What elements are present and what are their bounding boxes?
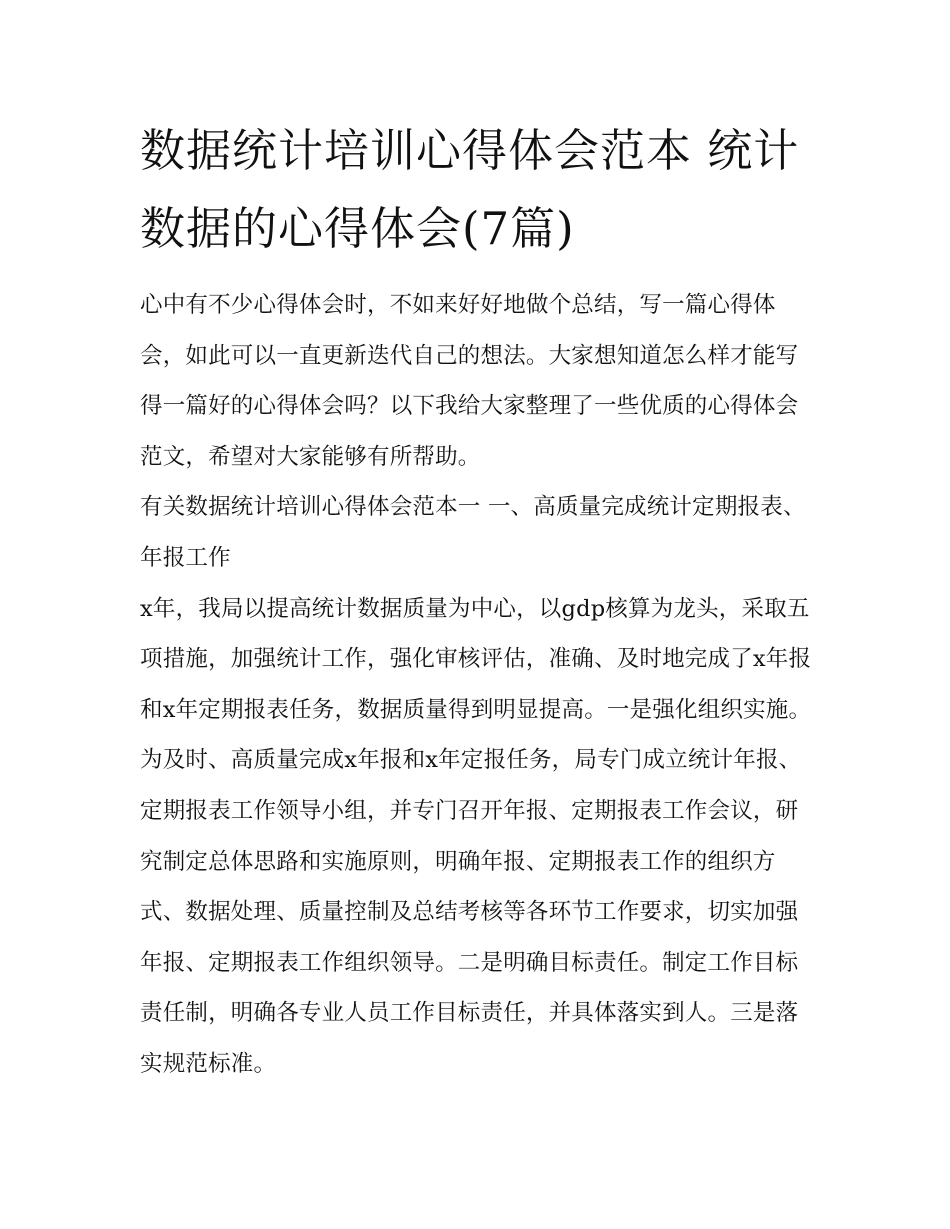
intro-paragraph: 心中有不少心得体会时，不如来好好地做个总结，写一篇心得体会，如此可以一直更新迭代自己的想法。大家想知道怎么样才能写得一篇好的心得体会吗？以下我给大家整理了一些优质的心得体会范文，希望对大家能够有所帮助。 xyxy=(140,292,799,470)
body-paragraph: x年，我局以提高统计数据质量为中心，以gdp核算为龙头，采取五项措施，加强统计工作，强化审核评估，准确、及时地完成了x年报和x年定期报表任务，数据质量得到明显提高。一是强化组织实施。为及时、高质量完成x年报和x年定报任务，局专门成立统计年报、定期报表工作领导小组，并专门召开年报、定期报表工作会议，研究制定总体思路和实施原则，明确年报、定期报表工作的组织方式、数据处理、质量控制及总结考核等各环节工作要求，切实加强年报、定期报表工作组织领导。二是明确目标责任。制定工作目标责任制，明确各专业人员工作目标责任，并具体落实到人。三是落实规范标准。 xyxy=(140,595,812,1077)
section-heading-paragraph: 有关数据统计培训心得体会范本一 一、高质量完成统计定期报表、年报工作 xyxy=(140,494,806,571)
document-title: 数据统计培训心得体会范本 统计数据的心得体会(7篇) xyxy=(140,124,800,255)
document-page xyxy=(140,112,815,1090)
